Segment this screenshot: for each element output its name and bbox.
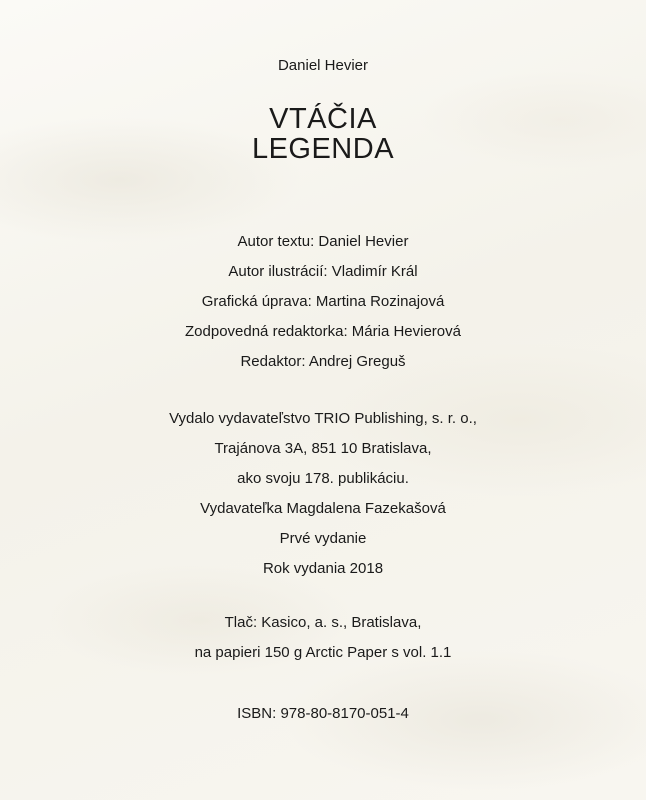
publisher-line: Vydalo vydavateľstvo TRIO Publishing, s. r. o., (169, 410, 477, 427)
publisher-line: Rok vydania 2018 (262, 560, 384, 577)
isbn: ISBN: 978-80-8170-051-4 (237, 705, 409, 722)
book-title-line-1: VTÁČIA (269, 103, 377, 135)
credits-block (0, 227, 646, 377)
publisher-block (0, 404, 646, 584)
credit-line: Redaktor: Andrej Greguš (240, 353, 406, 370)
publisher-line: Trajánova 3A, 851 10 Bratislava, (214, 440, 432, 457)
publisher-line: Prvé vydanie (279, 530, 367, 547)
publisher-line: Vydavateľka Magdalena Fazekašová (200, 500, 446, 517)
credit-line: Zodpovedná redaktorka: Mária Hevierová (185, 323, 461, 340)
credit-line: Autor ilustrácií: Vladimír Král (228, 263, 418, 280)
book-title-line-2: LEGENDA (251, 133, 395, 165)
book-author: Daniel Hevier (277, 57, 369, 74)
print-line: Tlač: Kasico, a. s., Bratislava, (224, 614, 422, 631)
credit-line: Grafická úprava: Martina Rozinajová (201, 293, 445, 310)
publisher-line: ako svoju 178. publikáciu. (237, 470, 409, 487)
book-title (0, 104, 646, 164)
credit-line: Autor textu: Daniel Hevier (237, 233, 409, 250)
print-line: na papieri 150 g Arctic Paper s vol. 1.1 (194, 644, 452, 661)
print-info-block (0, 608, 646, 668)
